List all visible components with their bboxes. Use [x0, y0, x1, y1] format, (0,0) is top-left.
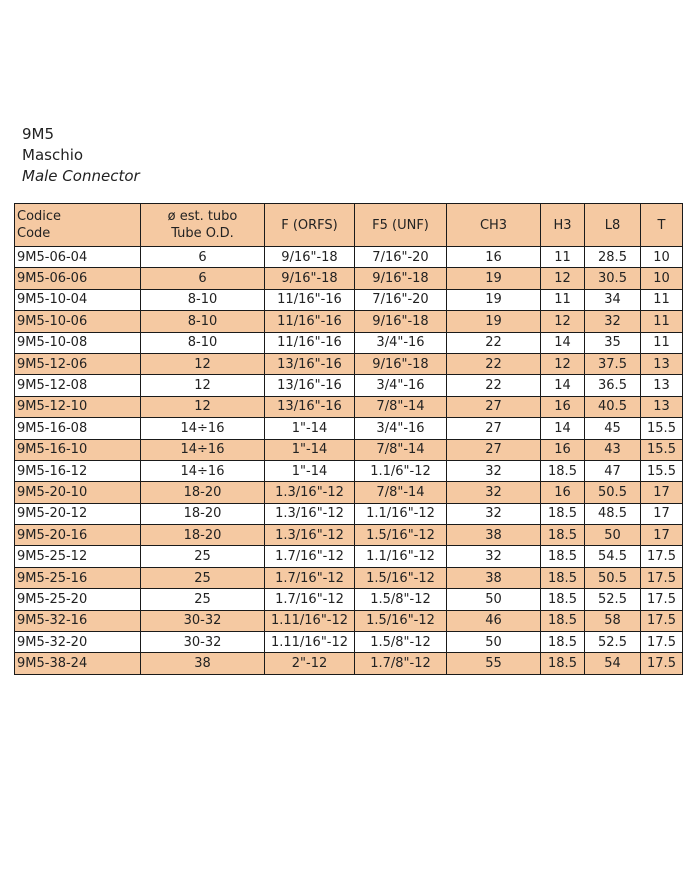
cell-tube-od: 38 — [141, 653, 265, 674]
cell-code: 9M5-32-20 — [15, 632, 141, 653]
table-header-row — [15, 204, 683, 247]
cell-tube-od: 8-10 — [141, 311, 265, 332]
cell-h3: 18.5 — [541, 653, 585, 674]
header-code: Codice Code — [15, 204, 141, 247]
cell-tube-od: 14÷16 — [141, 418, 265, 439]
cell-h3: 14 — [541, 332, 585, 353]
cell-h3: 18.5 — [541, 632, 585, 653]
cell-f5-unf: 1.1/16"-12 — [355, 503, 447, 524]
cell-tube-od: 8-10 — [141, 332, 265, 353]
cell-tube-od: 6 — [141, 247, 265, 268]
table-row — [15, 418, 683, 439]
cell-tube-od: 30-32 — [141, 632, 265, 653]
cell-f-orfs: 9/16"-18 — [265, 268, 355, 289]
cell-f5-unf: 1.5/16"-12 — [355, 525, 447, 546]
cell-ch3: 27 — [447, 439, 541, 460]
cell-tube-od: 25 — [141, 589, 265, 610]
cell-tube-od: 12 — [141, 375, 265, 396]
cell-f5-unf: 7/8"-14 — [355, 396, 447, 417]
table-row — [15, 460, 683, 481]
cell-code: 9M5-32-16 — [15, 610, 141, 631]
header-tube-od: ø est. tubo Tube O.D. — [141, 204, 265, 247]
cell-f-orfs: 1"-14 — [265, 439, 355, 460]
cell-f-orfs: 13/16"-16 — [265, 396, 355, 417]
cell-ch3: 46 — [447, 610, 541, 631]
cell-h3: 12 — [541, 311, 585, 332]
cell-l8: 52.5 — [585, 589, 641, 610]
cell-ch3: 32 — [447, 482, 541, 503]
cell-ch3: 50 — [447, 589, 541, 610]
cell-tube-od: 25 — [141, 567, 265, 588]
cell-h3: 14 — [541, 418, 585, 439]
cell-l8: 54.5 — [585, 546, 641, 567]
cell-f5-unf: 7/8"-14 — [355, 482, 447, 503]
cell-f5-unf: 9/16"-18 — [355, 353, 447, 374]
cell-f-orfs: 9/16"-18 — [265, 247, 355, 268]
cell-ch3: 27 — [447, 418, 541, 439]
cell-ch3: 19 — [447, 289, 541, 310]
cell-tube-od: 8-10 — [141, 289, 265, 310]
cell-l8: 50 — [585, 525, 641, 546]
cell-l8: 54 — [585, 653, 641, 674]
cell-code: 9M5-12-10 — [15, 396, 141, 417]
header-f-orfs: F (ORFS) — [265, 204, 355, 247]
cell-t: 15.5 — [641, 460, 683, 481]
cell-ch3: 16 — [447, 247, 541, 268]
table-row — [15, 332, 683, 353]
cell-h3: 18.5 — [541, 525, 585, 546]
table-row — [15, 289, 683, 310]
cell-code: 9M5-16-12 — [15, 460, 141, 481]
table-body — [15, 247, 683, 675]
cell-t: 13 — [641, 396, 683, 417]
cell-ch3: 19 — [447, 311, 541, 332]
cell-l8: 32 — [585, 311, 641, 332]
cell-f5-unf: 1.1/16"-12 — [355, 546, 447, 567]
cell-t: 17.5 — [641, 653, 683, 674]
cell-code: 9M5-20-10 — [15, 482, 141, 503]
cell-f5-unf: 3/4"-16 — [355, 418, 447, 439]
cell-tube-od: 18-20 — [141, 525, 265, 546]
cell-f-orfs: 1.3/16"-12 — [265, 525, 355, 546]
cell-tube-od: 14÷16 — [141, 460, 265, 481]
cell-l8: 43 — [585, 439, 641, 460]
cell-l8: 30.5 — [585, 268, 641, 289]
cell-t: 17 — [641, 525, 683, 546]
cell-f-orfs: 1"-14 — [265, 460, 355, 481]
cell-l8: 50.5 — [585, 482, 641, 503]
cell-t: 17 — [641, 482, 683, 503]
cell-l8: 50.5 — [585, 567, 641, 588]
cell-f-orfs: 13/16"-16 — [265, 375, 355, 396]
cell-t: 15.5 — [641, 418, 683, 439]
cell-l8: 48.5 — [585, 503, 641, 524]
cell-code: 9M5-06-06 — [15, 268, 141, 289]
cell-code: 9M5-10-08 — [15, 332, 141, 353]
cell-t: 10 — [641, 247, 683, 268]
table-row — [15, 311, 683, 332]
cell-f-orfs: 1.3/16"-12 — [265, 482, 355, 503]
cell-h3: 18.5 — [541, 546, 585, 567]
cell-tube-od: 12 — [141, 396, 265, 417]
cell-f-orfs: 11/16"-16 — [265, 332, 355, 353]
cell-f-orfs: 11/16"-16 — [265, 289, 355, 310]
table-row — [15, 482, 683, 503]
cell-h3: 12 — [541, 268, 585, 289]
cell-code: 9M5-16-08 — [15, 418, 141, 439]
cell-code: 9M5-12-06 — [15, 353, 141, 374]
cell-ch3: 55 — [447, 653, 541, 674]
cell-l8: 34 — [585, 289, 641, 310]
product-name-en: Male Connector — [22, 167, 140, 185]
table-row — [15, 546, 683, 567]
cell-f5-unf: 1.5/16"-12 — [355, 567, 447, 588]
cell-l8: 28.5 — [585, 247, 641, 268]
table-row — [15, 268, 683, 289]
cell-ch3: 50 — [447, 632, 541, 653]
header-ch3: CH3 — [447, 204, 541, 247]
header-h3: H3 — [541, 204, 585, 247]
cell-code: 9M5-12-08 — [15, 375, 141, 396]
cell-f5-unf: 9/16"-18 — [355, 311, 447, 332]
cell-l8: 40.5 — [585, 396, 641, 417]
cell-h3: 18.5 — [541, 503, 585, 524]
cell-f5-unf: 9/16"-18 — [355, 268, 447, 289]
table-row — [15, 503, 683, 524]
product-name-it: Maschio — [22, 146, 84, 164]
cell-tube-od: 18-20 — [141, 482, 265, 503]
cell-code: 9M5-38-24 — [15, 653, 141, 674]
cell-l8: 47 — [585, 460, 641, 481]
cell-f-orfs: 11/16"-16 — [265, 311, 355, 332]
cell-h3: 18.5 — [541, 610, 585, 631]
cell-t: 17.5 — [641, 589, 683, 610]
table-row — [15, 653, 683, 674]
cell-code: 9M5-10-04 — [15, 289, 141, 310]
cell-l8: 52.5 — [585, 632, 641, 653]
cell-l8: 45 — [585, 418, 641, 439]
cell-code: 9M5-06-04 — [15, 247, 141, 268]
cell-f5-unf: 1.1/6"-12 — [355, 460, 447, 481]
cell-t: 17.5 — [641, 632, 683, 653]
cell-h3: 18.5 — [541, 589, 585, 610]
cell-f5-unf: 1.7/8"-12 — [355, 653, 447, 674]
cell-ch3: 22 — [447, 375, 541, 396]
cell-t: 10 — [641, 268, 683, 289]
header-f5-unf: F5 (UNF) — [355, 204, 447, 247]
cell-f-orfs: 1.11/16"-12 — [265, 610, 355, 631]
cell-f5-unf: 1.5/8"-12 — [355, 632, 447, 653]
cell-h3: 16 — [541, 439, 585, 460]
cell-ch3: 22 — [447, 332, 541, 353]
cell-f5-unf: 7/16"-20 — [355, 247, 447, 268]
table-row — [15, 632, 683, 653]
product-code: 9M5 — [22, 125, 55, 143]
cell-ch3: 22 — [447, 353, 541, 374]
cell-code: 9M5-16-10 — [15, 439, 141, 460]
table-row — [15, 439, 683, 460]
cell-h3: 12 — [541, 353, 585, 374]
cell-f5-unf: 1.5/16"-12 — [355, 610, 447, 631]
cell-code: 9M5-10-06 — [15, 311, 141, 332]
cell-t: 17.5 — [641, 546, 683, 567]
cell-h3: 18.5 — [541, 460, 585, 481]
cell-t: 15.5 — [641, 439, 683, 460]
table-row — [15, 610, 683, 631]
cell-tube-od: 12 — [141, 353, 265, 374]
product-heading — [22, 124, 140, 187]
table-row — [15, 375, 683, 396]
cell-t: 13 — [641, 375, 683, 396]
cell-ch3: 32 — [447, 460, 541, 481]
cell-f5-unf: 7/16"-20 — [355, 289, 447, 310]
cell-ch3: 32 — [447, 503, 541, 524]
cell-l8: 36.5 — [585, 375, 641, 396]
cell-code: 9M5-25-20 — [15, 589, 141, 610]
cell-tube-od: 30-32 — [141, 610, 265, 631]
cell-ch3: 38 — [447, 525, 541, 546]
header-l8: L8 — [585, 204, 641, 247]
cell-h3: 11 — [541, 289, 585, 310]
cell-l8: 35 — [585, 332, 641, 353]
table-row — [15, 353, 683, 374]
cell-t: 13 — [641, 353, 683, 374]
cell-f-orfs: 1"-14 — [265, 418, 355, 439]
cell-t: 11 — [641, 289, 683, 310]
cell-f5-unf: 7/8"-14 — [355, 439, 447, 460]
cell-l8: 37.5 — [585, 353, 641, 374]
cell-t: 17.5 — [641, 567, 683, 588]
spec-table — [14, 203, 683, 675]
cell-ch3: 19 — [447, 268, 541, 289]
cell-ch3: 27 — [447, 396, 541, 417]
cell-h3: 14 — [541, 375, 585, 396]
cell-f5-unf: 3/4"-16 — [355, 375, 447, 396]
cell-code: 9M5-25-12 — [15, 546, 141, 567]
cell-l8: 58 — [585, 610, 641, 631]
cell-h3: 16 — [541, 396, 585, 417]
cell-f-orfs: 2"-12 — [265, 653, 355, 674]
cell-t: 11 — [641, 332, 683, 353]
cell-tube-od: 14÷16 — [141, 439, 265, 460]
cell-f-orfs: 1.7/16"-12 — [265, 546, 355, 567]
cell-h3: 18.5 — [541, 567, 585, 588]
table-row — [15, 589, 683, 610]
cell-f5-unf: 3/4"-16 — [355, 332, 447, 353]
cell-ch3: 32 — [447, 546, 541, 567]
cell-f-orfs: 1.11/16"-12 — [265, 632, 355, 653]
cell-code: 9M5-20-12 — [15, 503, 141, 524]
cell-f-orfs: 1.3/16"-12 — [265, 503, 355, 524]
table-row — [15, 525, 683, 546]
table-row — [15, 247, 683, 268]
cell-code: 9M5-20-16 — [15, 525, 141, 546]
cell-code: 9M5-25-16 — [15, 567, 141, 588]
header-t: T — [641, 204, 683, 247]
table-row — [15, 567, 683, 588]
cell-f-orfs: 13/16"-16 — [265, 353, 355, 374]
cell-f5-unf: 1.5/8"-12 — [355, 589, 447, 610]
cell-h3: 11 — [541, 247, 585, 268]
cell-tube-od: 25 — [141, 546, 265, 567]
cell-ch3: 38 — [447, 567, 541, 588]
table-row — [15, 396, 683, 417]
cell-f-orfs: 1.7/16"-12 — [265, 567, 355, 588]
cell-t: 11 — [641, 311, 683, 332]
cell-t: 17.5 — [641, 610, 683, 631]
cell-h3: 16 — [541, 482, 585, 503]
cell-t: 17 — [641, 503, 683, 524]
cell-f-orfs: 1.7/16"-12 — [265, 589, 355, 610]
cell-tube-od: 6 — [141, 268, 265, 289]
cell-tube-od: 18-20 — [141, 503, 265, 524]
